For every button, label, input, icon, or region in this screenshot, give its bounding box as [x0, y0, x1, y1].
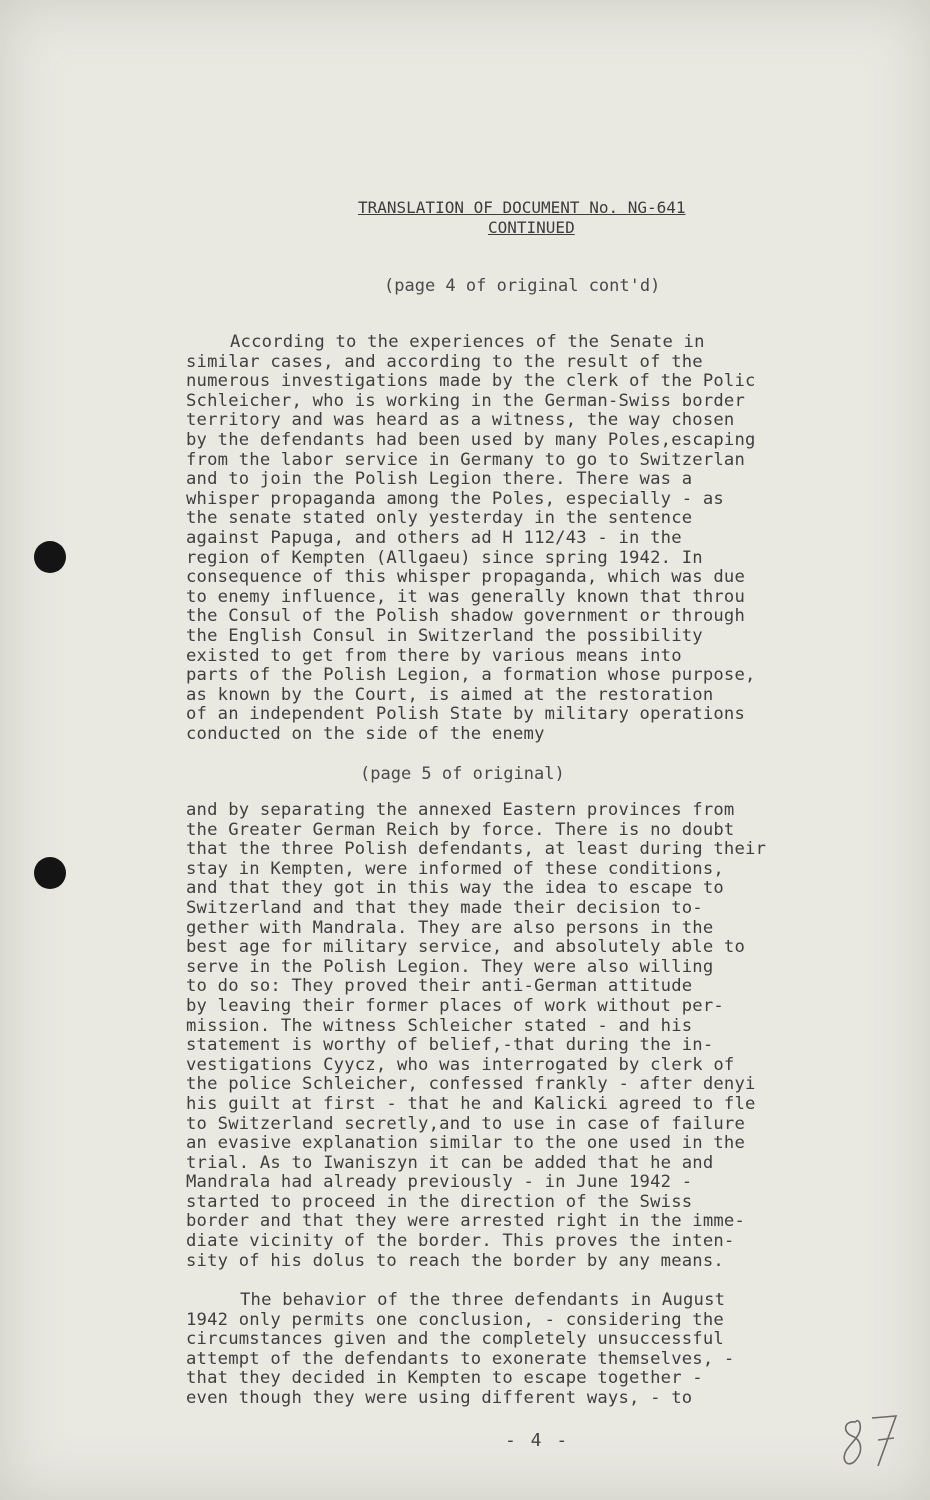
text-line: an evasive explanation similar to the one used in the [186, 1133, 746, 1154]
text-line: the police Schleicher, confessed frankly - after denyi [186, 1074, 756, 1095]
text-line: sity of his dolus to reach the border by any means. [186, 1250, 724, 1271]
page-marker: (page 4 of original cont'd) [384, 276, 661, 296]
text-line: the senate stated only yesterday in the sentence [186, 508, 693, 529]
paragraph [186, 333, 826, 744]
text-line: circumstances given and the completely unsuccessful [186, 1329, 724, 1350]
text-line: even though they were using different ways, - to [186, 1387, 693, 1408]
page-number: - 4 - [505, 1430, 570, 1451]
paragraph [186, 1291, 826, 1409]
text-line: that the three Polish defendants, at least during their [186, 839, 767, 860]
text-line: mission. The witness Schleicher stated - and his [186, 1015, 693, 1036]
text-line: to enemy influence, it was generally known that throu [186, 586, 746, 607]
text-line: the Greater German Reich by force. There is no doubt [186, 819, 735, 840]
text-line: statement is worthy of belief,-that during the in- [186, 1035, 714, 1056]
text-line: the English Consul in Switzerland the possibility [186, 625, 703, 646]
text-line: trial. As to Iwaniszyn it can be added that he and [186, 1152, 714, 1173]
text-line: border and that they were arrested right in the imme- [186, 1211, 746, 1232]
text-line: serve in the Polish Legion. They were also willing [186, 956, 714, 977]
text-line: by the defendants had been used by many Poles,escaping [186, 429, 756, 450]
text-line: numerous investigations made by the clerk of the Polic [186, 371, 756, 392]
handwritten-page-number [838, 1408, 902, 1474]
text-line: started to proceed in the direction of the Swiss [186, 1191, 693, 1212]
text-line: to Switzerland secretly,and to use in case of failure [186, 1113, 746, 1134]
text-line: of an independent Polish State by military operations [186, 704, 746, 725]
text-line: and that they got in this way the idea to escape to [186, 878, 724, 899]
document-heading [358, 198, 778, 238]
text-line: existed to get from there by various means into [186, 645, 682, 666]
text-line: Schleicher, who is working in the German-Swiss border [186, 390, 746, 411]
punch-hole [34, 857, 66, 889]
text-line: the Consul of the Polish shadow government or through [186, 606, 746, 627]
text-line: consequence of this whisper propaganda, which was due [186, 567, 746, 588]
text-line: 1942 only permits one conclusion, - considering the [186, 1309, 724, 1330]
text-line: vestigations Cyycz, who was interrogated by clerk of [186, 1054, 735, 1075]
text-line: as known by the Court, is aimed at the restoration [186, 684, 714, 705]
text-line: by leaving their former places of work without per- [186, 995, 724, 1016]
text-line: to do so: They proved their anti-German attitude [186, 976, 693, 997]
text-line: The behavior of the three defendants in August [240, 1290, 726, 1310]
punch-hole [34, 541, 66, 573]
page-marker: (page 5 of original) [360, 764, 565, 784]
heading-continued: CONTINUED [488, 218, 575, 237]
text-line: best age for military service, and absolutely able to [186, 937, 746, 958]
text-line: diate vicinity of the border. This proves the inten- [186, 1231, 735, 1252]
heading-title: TRANSLATION OF DOCUMENT No. NG-641 [358, 198, 686, 217]
text-line: stay in Kempten, were informed of these conditions, [186, 858, 724, 879]
text-line: that they decided in Kempten to escape together - [186, 1368, 703, 1389]
text-line: similar cases, and according to the result of the [186, 351, 703, 372]
text-line: parts of the Polish Legion, a formation whose purpose, [186, 665, 756, 686]
text-line: region of Kempten (Allgaeu) since spring 1942. In [186, 547, 703, 568]
text-line: against Papuga, and others ad H 112/43 - in the [186, 527, 682, 548]
text-line: territory and was heard as a witness, the way chosen [186, 410, 735, 431]
paragraph [186, 801, 826, 1271]
text-line: Mandrala had already previously - in June 1942 - [186, 1172, 693, 1193]
text-line: Switzerland and that they made their decision to- [186, 897, 703, 918]
text-line: attempt of the defendants to exonerate themselves, - [186, 1348, 735, 1369]
text-line: and by separating the annexed Eastern provinces from [186, 800, 735, 820]
text-line: According to the experiences of the Senate in [230, 332, 705, 352]
text-line: gether with Mandrala. They are also persons in the [186, 917, 714, 938]
text-line: conducted on the side of the enemy [186, 723, 545, 744]
text-line: whisper propaganda among the Poles, especially - as [186, 488, 724, 509]
text-line: and to join the Polish Legion there. There was a [186, 469, 693, 490]
text-line: his guilt at first - that he and Kalicki agreed to fle [186, 1093, 756, 1114]
text-line: from the labor service in Germany to go to Switzerlan [186, 449, 746, 470]
